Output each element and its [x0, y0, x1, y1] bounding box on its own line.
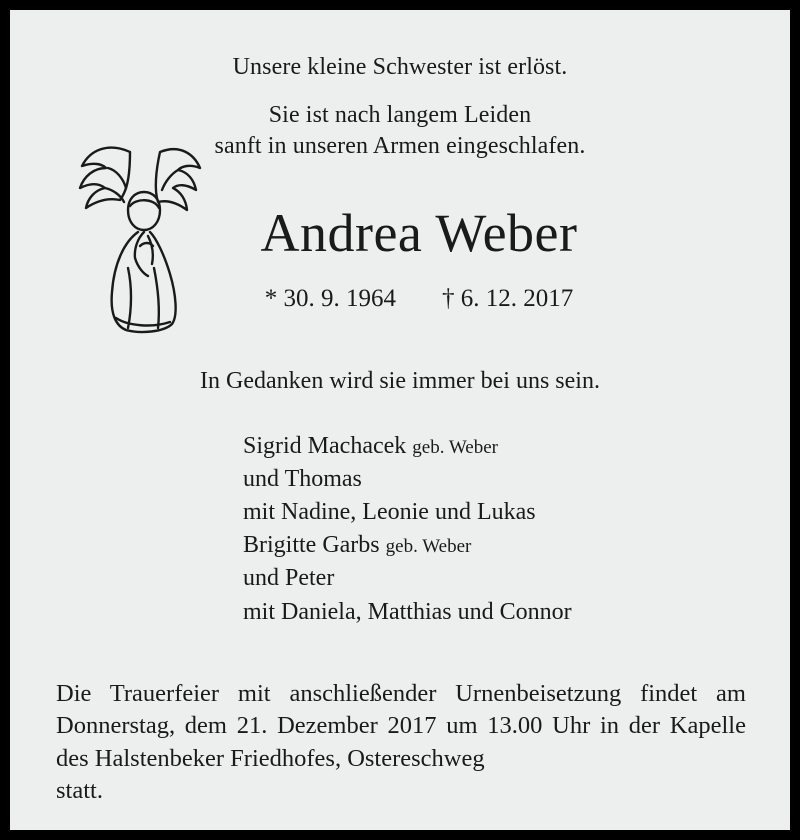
- family-name: mit Nadine, Leonie und Lukas: [243, 499, 536, 526]
- life-dates: [10, 285, 790, 313]
- verse-line-2: sanft in unseren Armen eingeschlafen.: [214, 132, 586, 159]
- list-item: [243, 529, 572, 562]
- family-maiden-name: geb. Weber: [412, 437, 498, 458]
- service-details: [56, 678, 746, 807]
- list-item: [243, 562, 572, 595]
- family-list: [243, 430, 572, 629]
- obituary-notice: [10, 10, 790, 830]
- family-name: Sigrid Machacek: [243, 433, 413, 459]
- family-name: Brigitte Garbs: [243, 532, 386, 559]
- service-paragraph: Die Trauerfeier mit anschließender Urnenbeisetzung findet am Donnerstag, dem 21. Dezember 2017 um 13.00 Uhr in der Kapelle des Halstenbeker Friedhofes, Ostereschweg: [56, 680, 746, 772]
- opening-line: Unsere kleine Schwester ist erlöst.: [232, 54, 568, 80]
- family-name: mit Daniela, Matthias und Connor: [243, 598, 572, 625]
- obituary-inner: [10, 10, 790, 830]
- list-item: [243, 596, 572, 629]
- death-date: † 6. 12. 2017: [442, 285, 574, 312]
- family-name: und Peter: [243, 565, 335, 592]
- list-item: [243, 463, 572, 496]
- service-paragraph-end: statt.: [56, 776, 103, 804]
- verse-line-1: Sie ist nach langem Leiden: [268, 102, 532, 128]
- list-item: [243, 496, 572, 529]
- family-maiden-name: geb. Weber: [385, 536, 472, 558]
- birth-date: * 30. 9. 1964: [264, 285, 396, 312]
- list-item: [243, 430, 572, 463]
- memorial-line: In Gedanken wird sie immer bei uns sein.: [200, 368, 600, 394]
- deceased-name: Andrea Weber: [260, 203, 578, 263]
- family-name: und Thomas: [243, 466, 362, 493]
